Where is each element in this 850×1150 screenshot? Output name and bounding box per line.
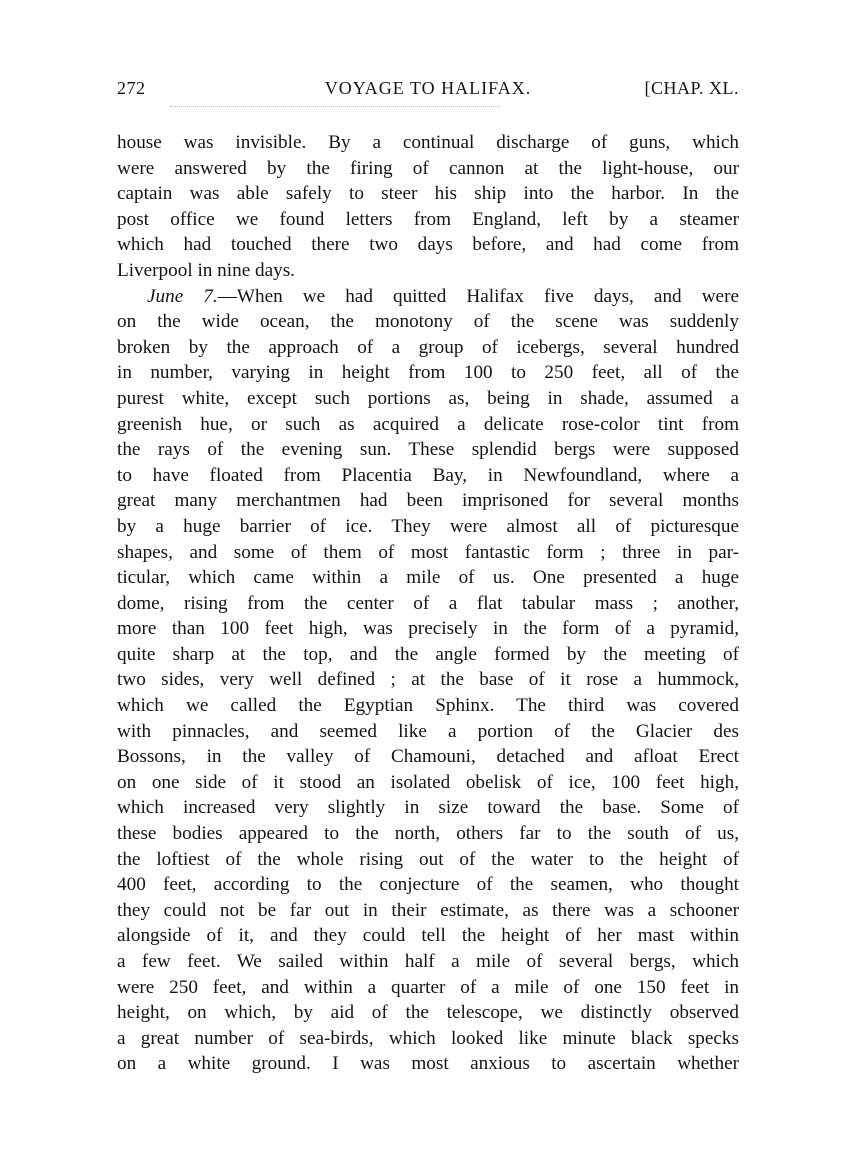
text-line: ticular, which came within a mile of us. One presented a huge	[117, 567, 739, 589]
text-line: these bodies appeared to the north, others far to the south of us,	[117, 823, 739, 845]
text-line: shapes, and some of them of most fantastic form ; three in par-	[117, 541, 739, 563]
text-line: on the wide ocean, the monotony of the scene was suddenly	[117, 311, 739, 333]
text-line: quite sharp at the top, and the angle formed by the meeting of	[117, 643, 739, 665]
text-line: on a white ground. I was most anxious to ascertain whether	[117, 1053, 739, 1075]
text-line: purest white, except such portions as, being in shade, assumed a	[117, 387, 739, 409]
text-line: they could not be far out in their estimate, as there was a schooner	[117, 899, 739, 921]
text-line: which increased very slightly in size toward the base. Some of	[117, 797, 739, 819]
text-line: more than 100 feet high, was precisely in the form of a pyramid,	[117, 618, 739, 640]
text-line: in number, varying in height from 100 to 250 feet, all of the	[117, 362, 739, 384]
paragraph-1	[117, 130, 739, 284]
text-line: house was invisible. By a continual discharge of guns, which	[117, 132, 739, 153]
text-line: greenish hue, or such as acquired a delicate rose-color tint from	[117, 413, 739, 435]
page-header	[117, 78, 739, 104]
text-line: were answered by the firing of cannon at the light-house, our	[117, 157, 739, 179]
text-line: alongside of it, and they could tell the height of her mast within	[117, 925, 739, 947]
text-line: 400 feet, according to the conjecture of the seamen, who thought	[117, 874, 739, 896]
text-run: —When we had quitted Halifax five days, and were	[217, 285, 739, 307]
text-line: broken by the approach of a group of icebergs, several hundred	[117, 336, 739, 358]
text-line: with pinnacles, and seemed like a portion of the Glacier des	[117, 720, 739, 742]
text-line: on one side of it stood an isolated obelisk of ice, 100 feet high,	[117, 771, 739, 793]
text-line: by a huge barrier of ice. They were almost all of picturesque	[117, 515, 739, 537]
text-line: dome, rising from the center of a flat tabular mass ; another,	[117, 592, 739, 614]
text-line: to have floated from Placentia Bay, in Newfoundland, where a	[117, 464, 739, 486]
running-title: VOYAGE TO HALIFAX.	[324, 78, 532, 98]
date-label: June 7.	[147, 285, 218, 307]
text-line: post office we found letters from England, left by a steamer	[117, 208, 739, 230]
text-line: the loftiest of the whole rising out of the water to the height of	[117, 848, 739, 870]
text-line: which we called the Egyptian Sphinx. The third was covered	[117, 695, 739, 717]
text-line: captain was able safely to steer his ship into the harbor. In the	[117, 183, 739, 205]
text-line: the rays of the evening sun. These splendid bergs were supposed	[117, 439, 739, 461]
text-line: were 250 feet, and within a quarter of a mile of one 150 feet in	[117, 976, 739, 998]
text-line: height, on which, by aid of the telescope, we distinctly observed	[117, 1002, 739, 1024]
text-line: a great number of sea-birds, which looked like minute black specks	[117, 1027, 739, 1049]
header-rule	[170, 106, 500, 107]
chapter-label: [CHAP. XL.	[644, 78, 739, 98]
page-number: 272	[117, 78, 146, 98]
body-text	[117, 130, 739, 1077]
text-line: two sides, very well defined ; at the base of it rose a hummock,	[117, 669, 739, 691]
text-line: which had touched there two days before, and had come from	[117, 234, 739, 256]
text-line: Liverpool in nine days.	[117, 259, 295, 281]
paragraph-2	[117, 284, 739, 1077]
text-line	[117, 284, 739, 310]
text-line: a few feet. We sailed within half a mile of several bergs, which	[117, 951, 739, 972]
text-line: Bossons, in the valley of Chamouni, detached and afloat Erect	[117, 746, 739, 768]
text-line: great many merchantmen had been imprisoned for several months	[117, 490, 739, 512]
